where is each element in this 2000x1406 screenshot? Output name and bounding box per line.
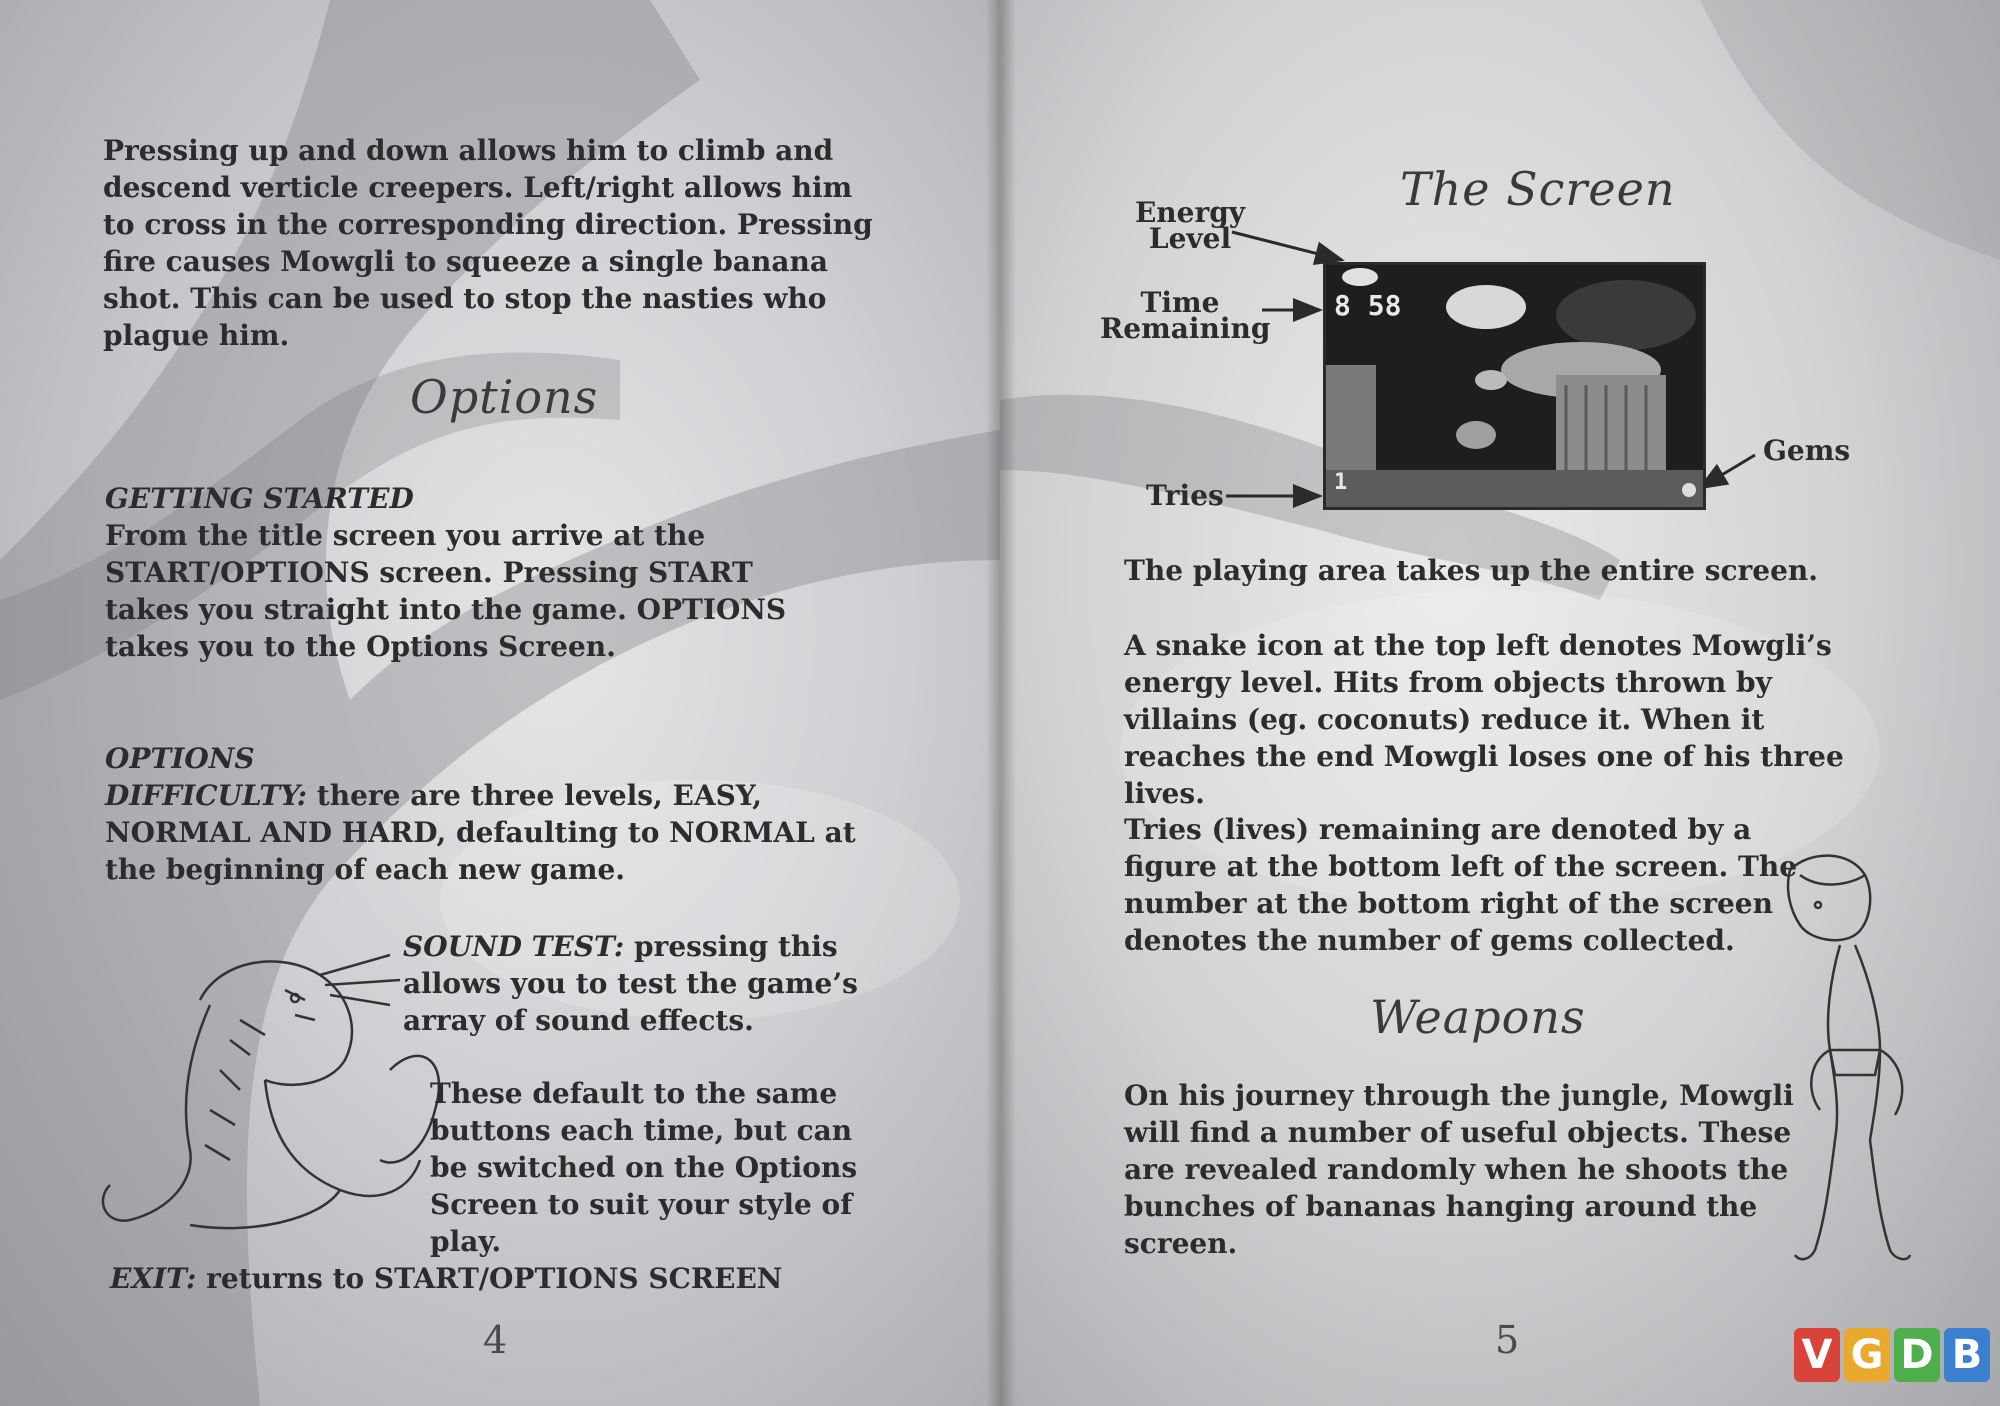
- weapons-paragraph: On his journey through the jungle, Mowgli will find a number of useful objects. These are revealed randomly when he shoots the bunches of bananas hanging around the screen.: [1124, 1079, 1794, 1260]
- time-readout: 8 58: [1334, 289, 1402, 322]
- logo-letter-g: G: [1844, 1328, 1890, 1382]
- energy-level-label: Energy Level: [1134, 196, 1246, 255]
- the-screen-heading: The Screen: [1400, 162, 1676, 216]
- gems-arrow: [1700, 455, 1755, 488]
- tries-readout: 1: [1334, 470, 1348, 495]
- button-defaults-paragraph: These default to the same buttons each time, but can be switched on the Options Screen to suit your style of play.: [430, 1077, 858, 1258]
- energy-paragraph: A snake icon at the top left denotes Mowgli’s energy level. Hits from objects thrown by villains (eg. coconuts) reduce it. When it reaches the end Mowgli loses one of his three lives.: [1124, 629, 1844, 810]
- options-heading: Options: [410, 370, 599, 424]
- vgdb-watermark-logo: [1794, 1328, 1990, 1382]
- page-number-left: 4: [483, 1318, 508, 1362]
- tries-paragraph: Tries (lives) remaining are denoted by a figure at the bottom left of the screen. The number at the bottom right of the screen denotes the number of gems collected.: [1124, 813, 1798, 957]
- exit-body: returns to START/OPTIONS SCREEN: [196, 1262, 783, 1295]
- weapons-heading: Weapons: [1370, 990, 1586, 1044]
- playing-area-paragraph: The playing area takes up the entire screen.: [1124, 554, 1818, 587]
- logo-letter-b: B: [1944, 1328, 1990, 1382]
- exit-label: EXIT:: [110, 1262, 197, 1295]
- sound-test-body: pressing this allows you to test the game’s array of sound effects.: [403, 930, 858, 1037]
- sound-test-label: SOUND TEST:: [403, 930, 625, 963]
- mowgli-illustration: [1730, 850, 1930, 1270]
- options-label: OPTIONS: [105, 742, 255, 775]
- difficulty-label: DIFFICULTY:: [105, 779, 308, 812]
- logo-letter-d: D: [1894, 1328, 1940, 1382]
- tries-label: Tries: [1146, 479, 1224, 512]
- game-screenshot: [1323, 262, 1706, 510]
- energy-arrow: [1232, 232, 1342, 260]
- gems-label: Gems: [1763, 434, 1851, 467]
- controls-paragraph: Pressing up and down allows him to climb and descend verticle creepers. Left/right allows him to cross in the corresponding direction. Pressing fire causes Mowgli to squeeze a single banana shot. This can be used to stop the nasties who plague him.: [103, 134, 873, 352]
- getting-started-body: From the title screen you arrive at the START/OPTIONS screen. Pressing START takes you straight into the game. OPTIONS takes you to the Options Screen.: [105, 519, 787, 663]
- page-number-right: 5: [1495, 1318, 1520, 1362]
- difficulty-body: there are three levels, EASY, NORMAL AND HARD, defaulting to NORMAL at the beginning of each new game.: [105, 779, 856, 886]
- getting-started-title: GETTING STARTED: [105, 482, 414, 515]
- time-remaining-label: Time Remaining: [1100, 286, 1271, 345]
- logo-letter-v: V: [1794, 1328, 1840, 1382]
